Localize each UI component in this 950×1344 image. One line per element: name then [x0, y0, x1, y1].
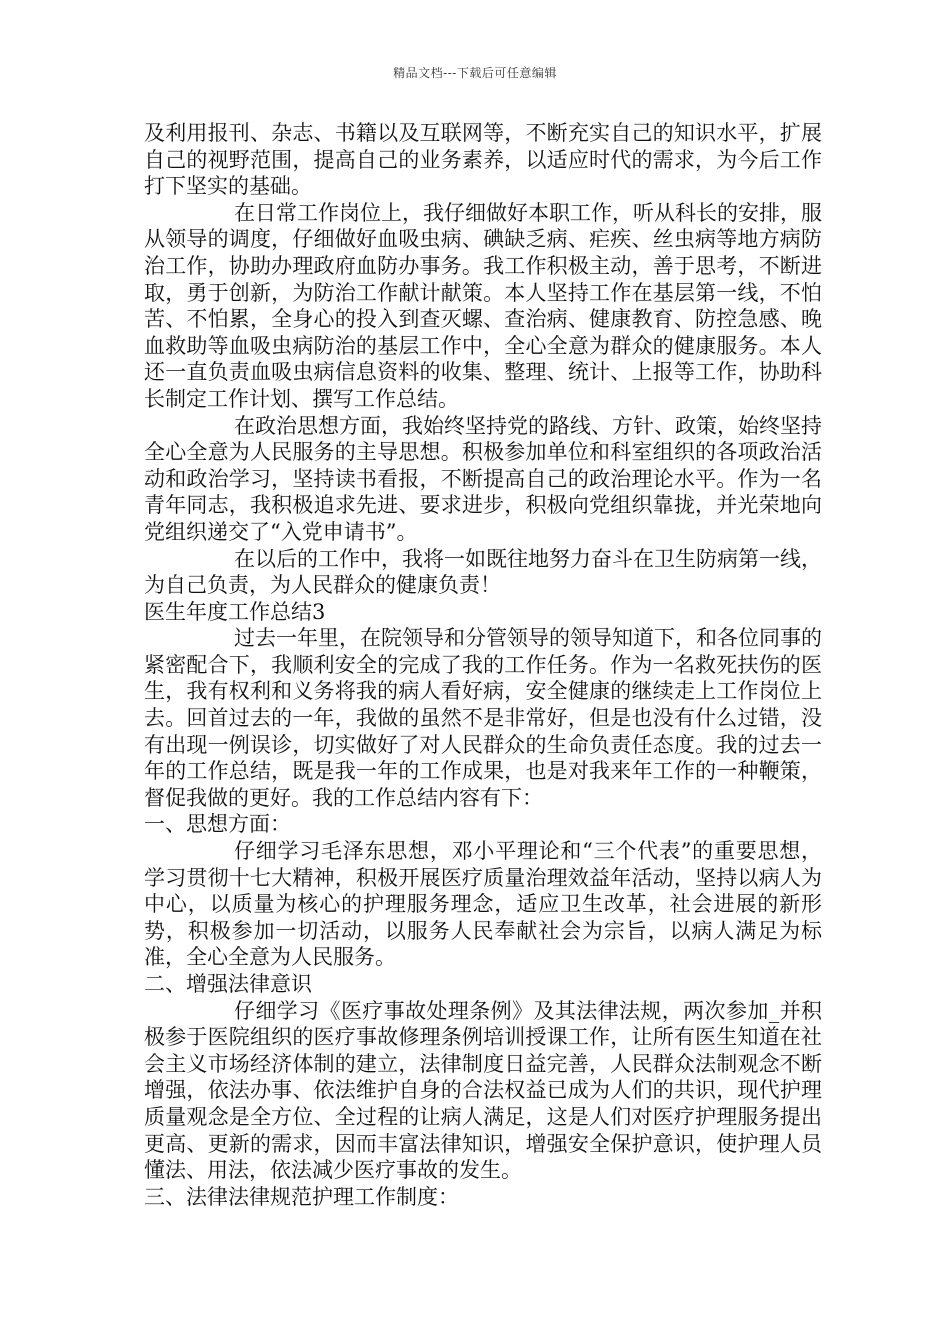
section-title: 医生年度工作总结3 — [144, 599, 326, 624]
page-header: 精品文档---下载后可任意编辑 — [393, 66, 557, 80]
paragraph-political-thought: 在政治思想方面，我始终坚持党的路线、方针、政策，始终坚持全心全意为人民服务的主导思想。积极参加单位和科室组织的各项政治活动和政治学习，坚持读书看报，不断提高自己的政治理论水平。作为一名青年同志，我积极追求先进、要求进步，积极向党组织靠拢，并光荣地向党组织递交了“入党申请书”。 — [144, 413, 822, 544]
subheading-thought: 一、思想方面： — [144, 812, 291, 837]
paragraph-daily-work: 在日常工作岗位上，我仔细做好本职工作，听从科长的安排，服从领导的调度，仔细做好血吸虫病、碘缺乏病、疟疾、丝虫病等地方病防治工作，协助办理政府血防办事务。我工作积极主动，善于思考，不断进取，勇于创新，为防治工作献计献策。本人坚持工作在基层第一线，不怕苦、不怕累，全身心的投入到查灭螺、查治病、健康教育、防控急感、晚血救助等血吸虫病防治的基层工作中，全心全意为群众的健康服务。本人还一直负责血吸虫病信息资料的收集、整理、统计、上报等工作，协助科长制定工作计划、撰写工作总结。 — [144, 200, 822, 411]
document-body — [144, 120, 822, 1210]
paragraph-law-study: 仔细学习《医疗事故处理条例》及其法律法规，两次参加_并积极参于医院组织的医疗事故修理条例培训授课工作，让所有医生知道在社会主义市场经济体制的建立，法律制度日益完善，人民群众法制观念不断增强，依法办事、依法维护自身的合法权益已成为人们的共识，现代护理质量观念是全方位、全过程的让病人满足，这是人们对医疗护理服务提出更高、更新的需求，因而丰富法律知识，增强安全保护意识，使护理人员懂法、用法，依法减少医疗事故的发生。 — [144, 998, 822, 1183]
subheading-regulations: 三、法律法律规范护理工作制度： — [144, 1184, 459, 1209]
paragraph-future-work: 在以后的工作中，我将一如既往地努力奋斗在卫生防病第一线，为自己负责，为人民群众的健康负责！ — [144, 546, 822, 598]
subheading-law-awareness: 二、增强法律意识 — [144, 972, 312, 996]
paragraph-thought-study: 仔细学习毛泽东思想，邓小平理论和“三个代表”的重要思想，学习贯彻十七大精神，积极开展医疗质量治理效益年活动，坚持以病人为中心，以质量为核心的护理服务理念，适应卫生改革，社会进展的新形势，积极参加一切活动，以服务人民奉献社会为宗旨，以病人满足为标准，全心全意为人民服务。 — [144, 839, 822, 970]
paragraph-past-year: 过去一年里，在院领导和分管领导的领导知道下，和各位同事的紧密配合下，我顺利安全的完成了我的工作任务。作为一名救死扶伤的医生，我有权利和义务将我的病人看好病，安全健康的继续走上工作岗位上去。回首过去的一年，我做的虽然不是非常好，但是也没有什么过错，没有出现一例误诊，切实做好了对人民群众的生命负责任态度。我的过去一年的工作总结，既是我一年的工作成果，也是对我来年工作的一种鞭策，督促我做的更好。我的工作总结内容有下： — [144, 626, 822, 810]
paragraph-continuation: 及利用报刊、杂志、书籍以及互联网等，不断充实自己的知识水平，扩展自己的视野范围，提高自己的业务素养，以适应时代的需求，为今后工作打下坚实的基础。 — [144, 121, 822, 199]
